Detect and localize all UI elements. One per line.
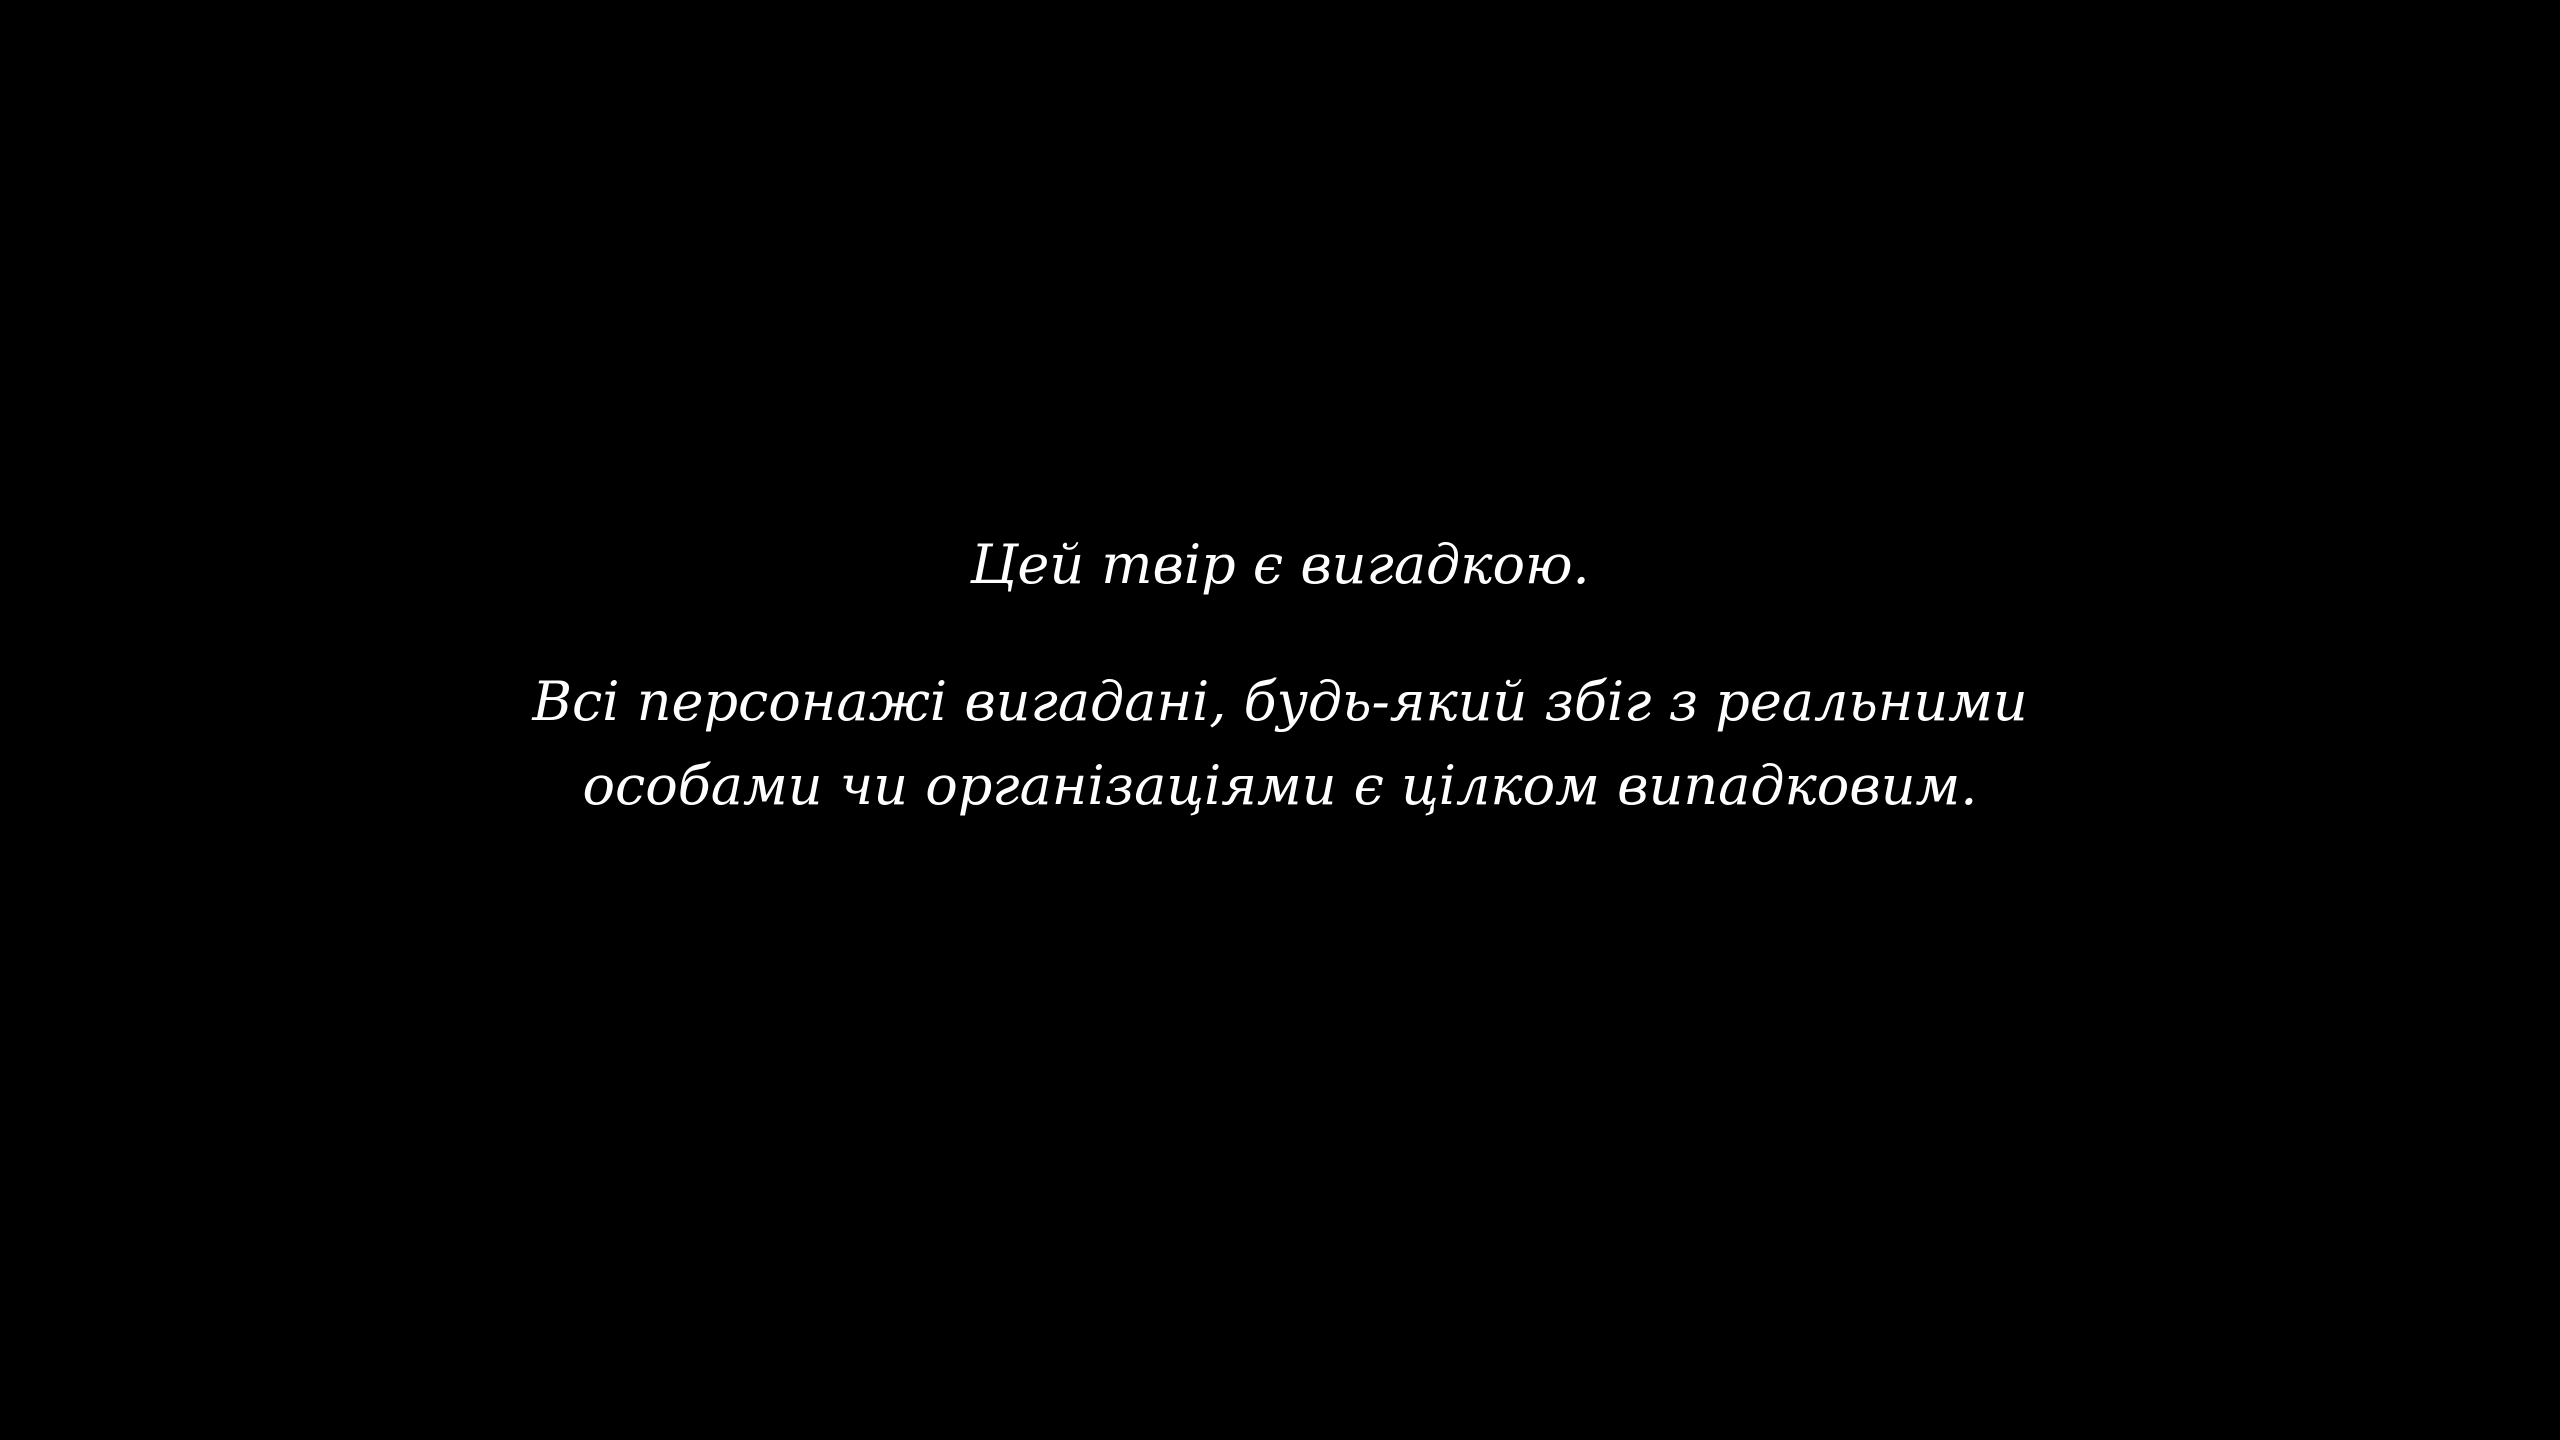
disclaimer-body	[0, 660, 2560, 828]
disclaimer-body-line-2: особами чи організаціями є цілком випадковим.	[582, 754, 1978, 817]
disclaimer-title: Цей твір є вигадкою.	[970, 533, 1590, 596]
disclaimer-body-line-1: Всі персонажі вигадані, будь-який збіг з реальними	[532, 670, 2028, 733]
